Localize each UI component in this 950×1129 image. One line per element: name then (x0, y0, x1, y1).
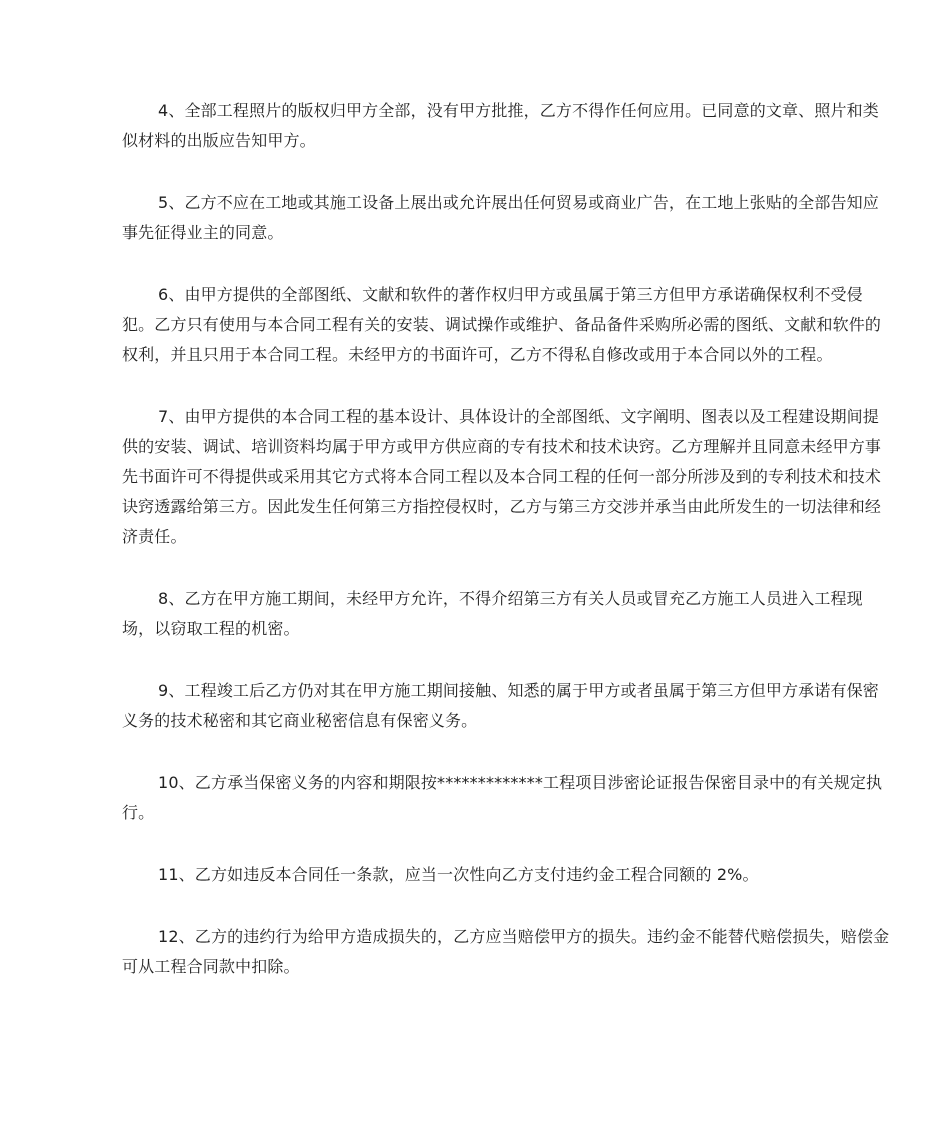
clause-5: 5、乙方不应在工地或其施工设备上展出或允许展出任何贸易或商业广告，在工地上张贴的全部告知应事先征得业主的同意。 (122, 193, 879, 242)
clause-10: 10、乙方承当保密义务的内容和期限按*************工程项目涉密论证报告保密目录中的有关规定执行。 (122, 773, 883, 822)
clause-6: 6、由甲方提供的全部图纸、文献和软件的著作权归甲方或虽属于第三方但甲方承诺确保权利不受侵犯。乙方只有使用与本合同工程有关的安装、调试操作或维护、备品备件采购所必需的图纸、文献和软件的权利，并且只用于本合同工程。未经甲方的书面许可，乙方不得私自修改或用于本合同以外的工程。 (122, 285, 882, 364)
clause-12: 12、乙方的违约行为给甲方造成损失的，乙方应当赔偿甲方的损失。违约金不能替代赔偿损失，赔偿金可从工程合同款中扣除。 (122, 927, 890, 976)
clause-9: 9、工程竣工后乙方仍对其在甲方施工期间接触、知悉的属于甲方或者虽属于第三方但甲方承诺有保密义务的技术秘密和其它商业秘密信息有保密义务。 (122, 681, 879, 730)
clause-4: 4、全部工程照片的版权归甲方全部，没有甲方批推，乙方不得作任何应用。已同意的文章、照片和类似材料的出版应告知甲方。 (122, 101, 879, 150)
clause-8: 8、乙方在甲方施工期间，未经甲方允许，不得介绍第三方有关人员或冒充乙方施工人员进入工程现场，以窃取工程的机密。 (122, 589, 863, 638)
clause-7: 7、由甲方提供的本合同工程的基本设计、具体设计的全部图纸、文字阐明、图表以及工程建设期间提供的安装、调试、培训资料均属于甲方或甲方供应商的专有技术和技术诀窍。乙方理解并且同意未经甲方事先书面许可不得提供或采用其它方式将本合同工程以及本合同工程的任何一部分所涉及到的专利技术和技术诀窍透露给第三方。因此发生任何第三方指控侵权时，乙方与第三方交涉并承当由此所发生的一切法律和经济责任。 (122, 407, 882, 546)
clause-11: 11、乙方如违反本合同任一条款，应当一次性向乙方支付违约金工程合同额的 2%。 (158, 865, 759, 884)
clause-list (122, 96, 892, 1014)
